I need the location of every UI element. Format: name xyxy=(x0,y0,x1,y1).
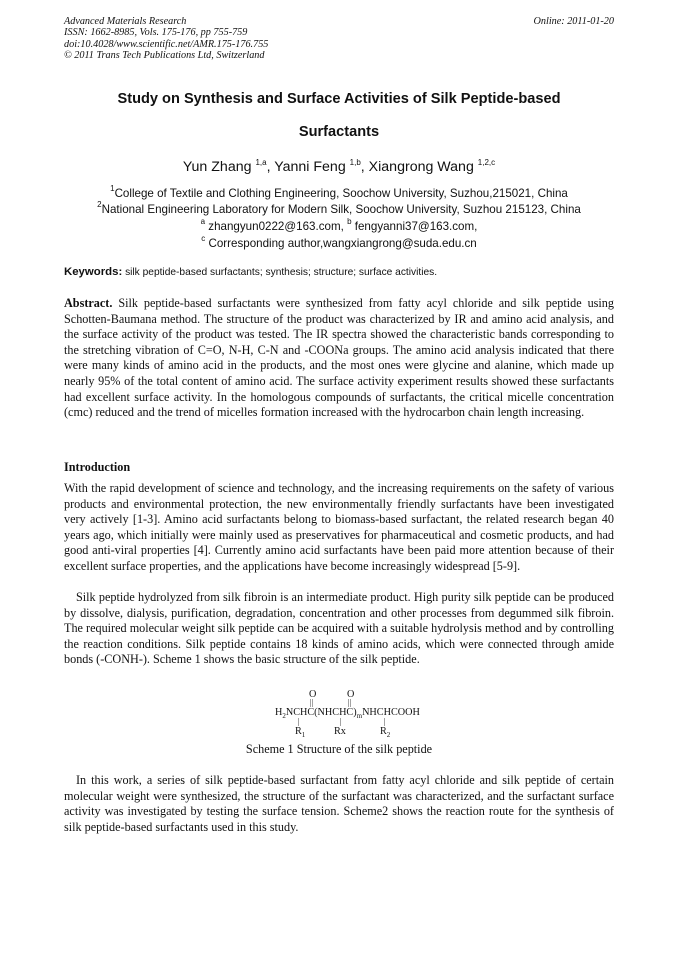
formula-part-b: NCHC(NHCHC) xyxy=(285,707,357,718)
affiliation-2-text: National Engineering Laboratory for Modern Silk, Soochow University, Suzhou 215123, China xyxy=(101,203,581,216)
author-2-sup: 1,b xyxy=(349,158,361,167)
email-a: zhangyun0222@163.com, xyxy=(208,220,348,233)
journal-name: Advanced Materials Research xyxy=(64,16,187,27)
abstract-text: Silk peptide-based surfactants were synthesized from fatty acyl chloride and silk peptide using Schotten-Baumana method. The structure of the product was characterized by IR and amino acid analysis, and the surface activity of the product was tested. The IR spectra showed the characteristic bands corresponding to the stretching vibration of C=O, N-H, C-N and -COONa groups. The amino acid analysis indicated that there were many kinds of amino acid in the products, and the most ones were glycine and alanine, which made up nearly 95% of the total content of amino acid. The surface activity experiment results showed these surfactants had excellent surface activity. In the homologous compounds of surfactants, the critical micelle concentration (cmc) reduced and the trend of micelles formation increased with the hydrocarbon chain length increasing. xyxy=(64,296,614,420)
r2-sub: 2 xyxy=(386,731,391,740)
scheme-1-caption: Scheme 1 Structure of the silk peptide xyxy=(245,742,433,756)
corresponding-author xyxy=(64,234,614,250)
abstract xyxy=(64,296,614,421)
email-c-sup: c xyxy=(201,234,206,243)
journal-header xyxy=(64,16,268,62)
scheme-oxygen-right: O xyxy=(347,689,355,700)
intro-paragraph-3: In this work, a series of silk peptide-based surfactant from fatty acyl chloride and silk peptide of certain molecular weight were synthesized, the structure of the surfactant was characterized, and the surfactant surface activity was investigated by testing the surface tension. Scheme2 shows the reaction route for the synthesis of silk peptide-based surfactants used in this study. xyxy=(64,773,614,834)
keywords-text: silk peptide-based surfactants; synthesis; structure; surface activities. xyxy=(122,267,438,278)
affiliation-1-text: College of Textile and Clothing Engineering, Soochow University, Suzhou,215021, China xyxy=(114,187,568,200)
abstract-label: Abstract. xyxy=(64,296,113,310)
scheme-r1 xyxy=(295,726,305,739)
scheme-bond-r2: | xyxy=(384,717,386,726)
keywords-label: Keywords: xyxy=(64,266,123,278)
author-3-sup: 1,2,c xyxy=(477,158,496,167)
formula-sub-2: 2 xyxy=(282,712,286,721)
email-b-sup: b xyxy=(347,217,352,226)
paper-title-line-1: Study on Synthesis and Surface Activities of Silk Peptide-based xyxy=(117,91,561,107)
author-2: , Yanni Feng xyxy=(266,159,346,175)
intro-paragraph-2: Silk peptide hydrolyzed from silk fibroin is an intermediate product. High purity silk peptide can be produced by dissolve, dialysis, purification, degradation, concentration and other processes from degummed silk fibroin. The required molecular weight silk peptide can be acquired with a suitable hydrolysis method and by controlling the reaction conditions. Silk peptide contains 18 kinds of amino acids, which were connected through amide bonds (-CONH-). Scheme 1 shows the basic structure of the silk peptide. xyxy=(64,590,614,667)
author-emails xyxy=(64,217,614,233)
affiliation-2-sup: 2 xyxy=(97,200,102,209)
email-c: Corresponding author,wangxiangrong@suda.edu.cn xyxy=(208,237,477,250)
formula-part-c: NHCHCOOH xyxy=(362,707,420,718)
affiliation-1 xyxy=(64,184,614,200)
scheme-bond-rx: | xyxy=(340,717,342,726)
scheme-r2 xyxy=(380,726,390,739)
formula-part-a: H xyxy=(275,707,283,718)
intro-paragraph-1: With the rapid development of science and technology, and the increasing requirements on the safety of various products and environmental protection, the new environmentally friendly surfactants have been investigated very actively [1-3]. Amino acid surfactants belong to biomass-based surfactant, the related research began 40 years ago, which initially were mainly used as preservatives for pharmaceutical and cosmetic products, and had good anti-viral properties [4]. Currently amino acid surfactants have been paid more attention because of their excellent surface properties, and the applications have become increasingly widespread [5-9]. xyxy=(64,481,614,573)
r1-sub: 1 xyxy=(301,731,306,740)
author-1-sup: 1,a xyxy=(255,158,267,167)
scheme-1-structure xyxy=(270,689,440,739)
online-date: Online: 2011-01-20 xyxy=(533,16,614,27)
author-1: Yun Zhang xyxy=(182,159,252,175)
scheme-oxygen-left: O xyxy=(309,689,317,700)
affiliation-2 xyxy=(64,200,614,216)
r2-label: R xyxy=(380,726,387,737)
section-heading-introduction: Introduction xyxy=(64,460,131,474)
scheme-formula xyxy=(275,707,420,720)
doi-line: doi:10.4028/www.scientific.net/AMR.175-176.755 xyxy=(64,38,269,50)
copyright-line: © 2011 Trans Tech Publications Ltd, Switzerland xyxy=(64,50,265,62)
scheme-double-bond-left: || xyxy=(310,698,314,707)
issn-line: ISSN: 1662-8985, Vols. 175-176, pp 755-759 xyxy=(64,27,248,39)
email-a-sup: a xyxy=(200,217,206,226)
author-list xyxy=(64,159,614,175)
affiliation-1-sup: 1 xyxy=(110,184,115,193)
paper-title-line-2: Surfactants xyxy=(298,124,380,140)
email-b: fengyanni37@163.com, xyxy=(354,220,478,233)
scheme-rx: Rx xyxy=(334,726,346,737)
r1-label: R xyxy=(295,726,302,737)
author-3: , Xiangrong Wang xyxy=(360,159,474,175)
keywords xyxy=(64,266,624,278)
formula-sub-m: m xyxy=(356,712,363,721)
scheme-bond-r1: | xyxy=(298,717,300,726)
scheme-double-bond-right: || xyxy=(348,698,352,707)
